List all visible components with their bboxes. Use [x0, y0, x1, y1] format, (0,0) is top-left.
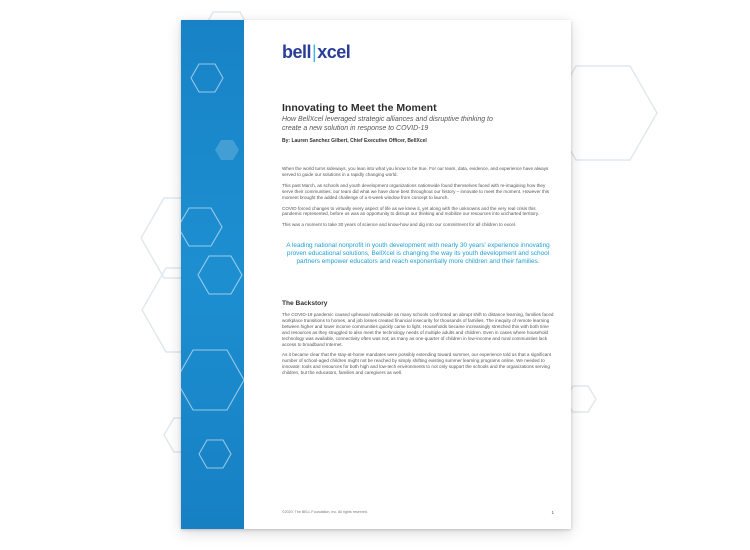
intro-paragraph: This was a moment to take 30 years of science and know-how and dig into our commitment for all children to excel.	[282, 222, 517, 228]
side-band-hexagons	[181, 20, 244, 529]
page-footer	[282, 510, 554, 515]
page-content	[282, 42, 554, 381]
author-byline: By: Lauren Sanchez Gilbert, Chief Executive Officer, BellXcel	[282, 138, 427, 144]
blue-side-band	[181, 20, 244, 529]
backstory-body	[282, 312, 554, 376]
bellxcel-logo: bell | xcel	[282, 42, 351, 62]
intro-paragraph: This past March, as schools and youth development organizations nationwide found themselves faced with re-imagining how they serve their communities, our team did what we have done best throughout our history – innovate to meet the moment. However this moment brought the added challenge of a 6-week window from concept to launch.	[282, 182, 550, 200]
pull-quote: A leading national nonprofit in youth development with nearly 30 years' experience innovating proven educational solutions, BellXcel is changing the way its youth development and school partners empower educators and reach exponentially more children and their families.	[286, 242, 550, 266]
document-page	[181, 20, 571, 529]
backstory-paragraph: The COVID-19 pandemic caused upheaval nationwide as many schools confronted an abrupt shift to distance learning, families faced workplace transitions to homes, and job losses created financial insecurity for thousands of families. The inequity of remote learning between higher and lower income communities quickly came to light. Households became increasingly stretched thin with both time and resources as they struggled to also meet the technology needs of multiple adults and children. Even in cases where household technology was available, connectivity often was not; as many as one-quarter of children in low-income and rural communities lack access to broadband Internet.	[282, 311, 554, 347]
intro-paragraph: COVID forced changes to virtually every aspect of life as we knew it, yet along with the unknowns and the very real crisis this pandemic represented, before us was an opportunity to disrupt our thinking and mobilize our resources into uncharted territory.	[282, 205, 540, 217]
intro-paragraph: When the world turns sideways, you lean into what you know to be true. For our team, data, evidence, and experience have always served to guide our solutions in a rapidly changing world.	[282, 166, 549, 177]
document-subtitle: How BellXcel leveraged strategic alliances and disruptive thinking to create a new solution in response to COVID-19	[282, 116, 493, 132]
document-title: Innovating to Meet the Moment	[282, 102, 437, 114]
intro-body	[282, 166, 554, 228]
footer-copyright: ©2020. The BELL Foundation, Inc. All rights reserved.	[282, 510, 368, 514]
backstory-paragraph: As it became clear that the stay-at-home mandates were possibly extending toward summer, our experience told us that a significant number of school-aged children might not be reached by simply shifting existing summer learning programs online. We needed to innovate: tools and resources for both high and low-tech environments to not only support the schools and the organizations serving children, but the educators, families and caregivers as well.	[282, 352, 552, 376]
section-heading-backstory: The Backstory	[282, 299, 328, 307]
page-number: 1	[551, 510, 554, 515]
